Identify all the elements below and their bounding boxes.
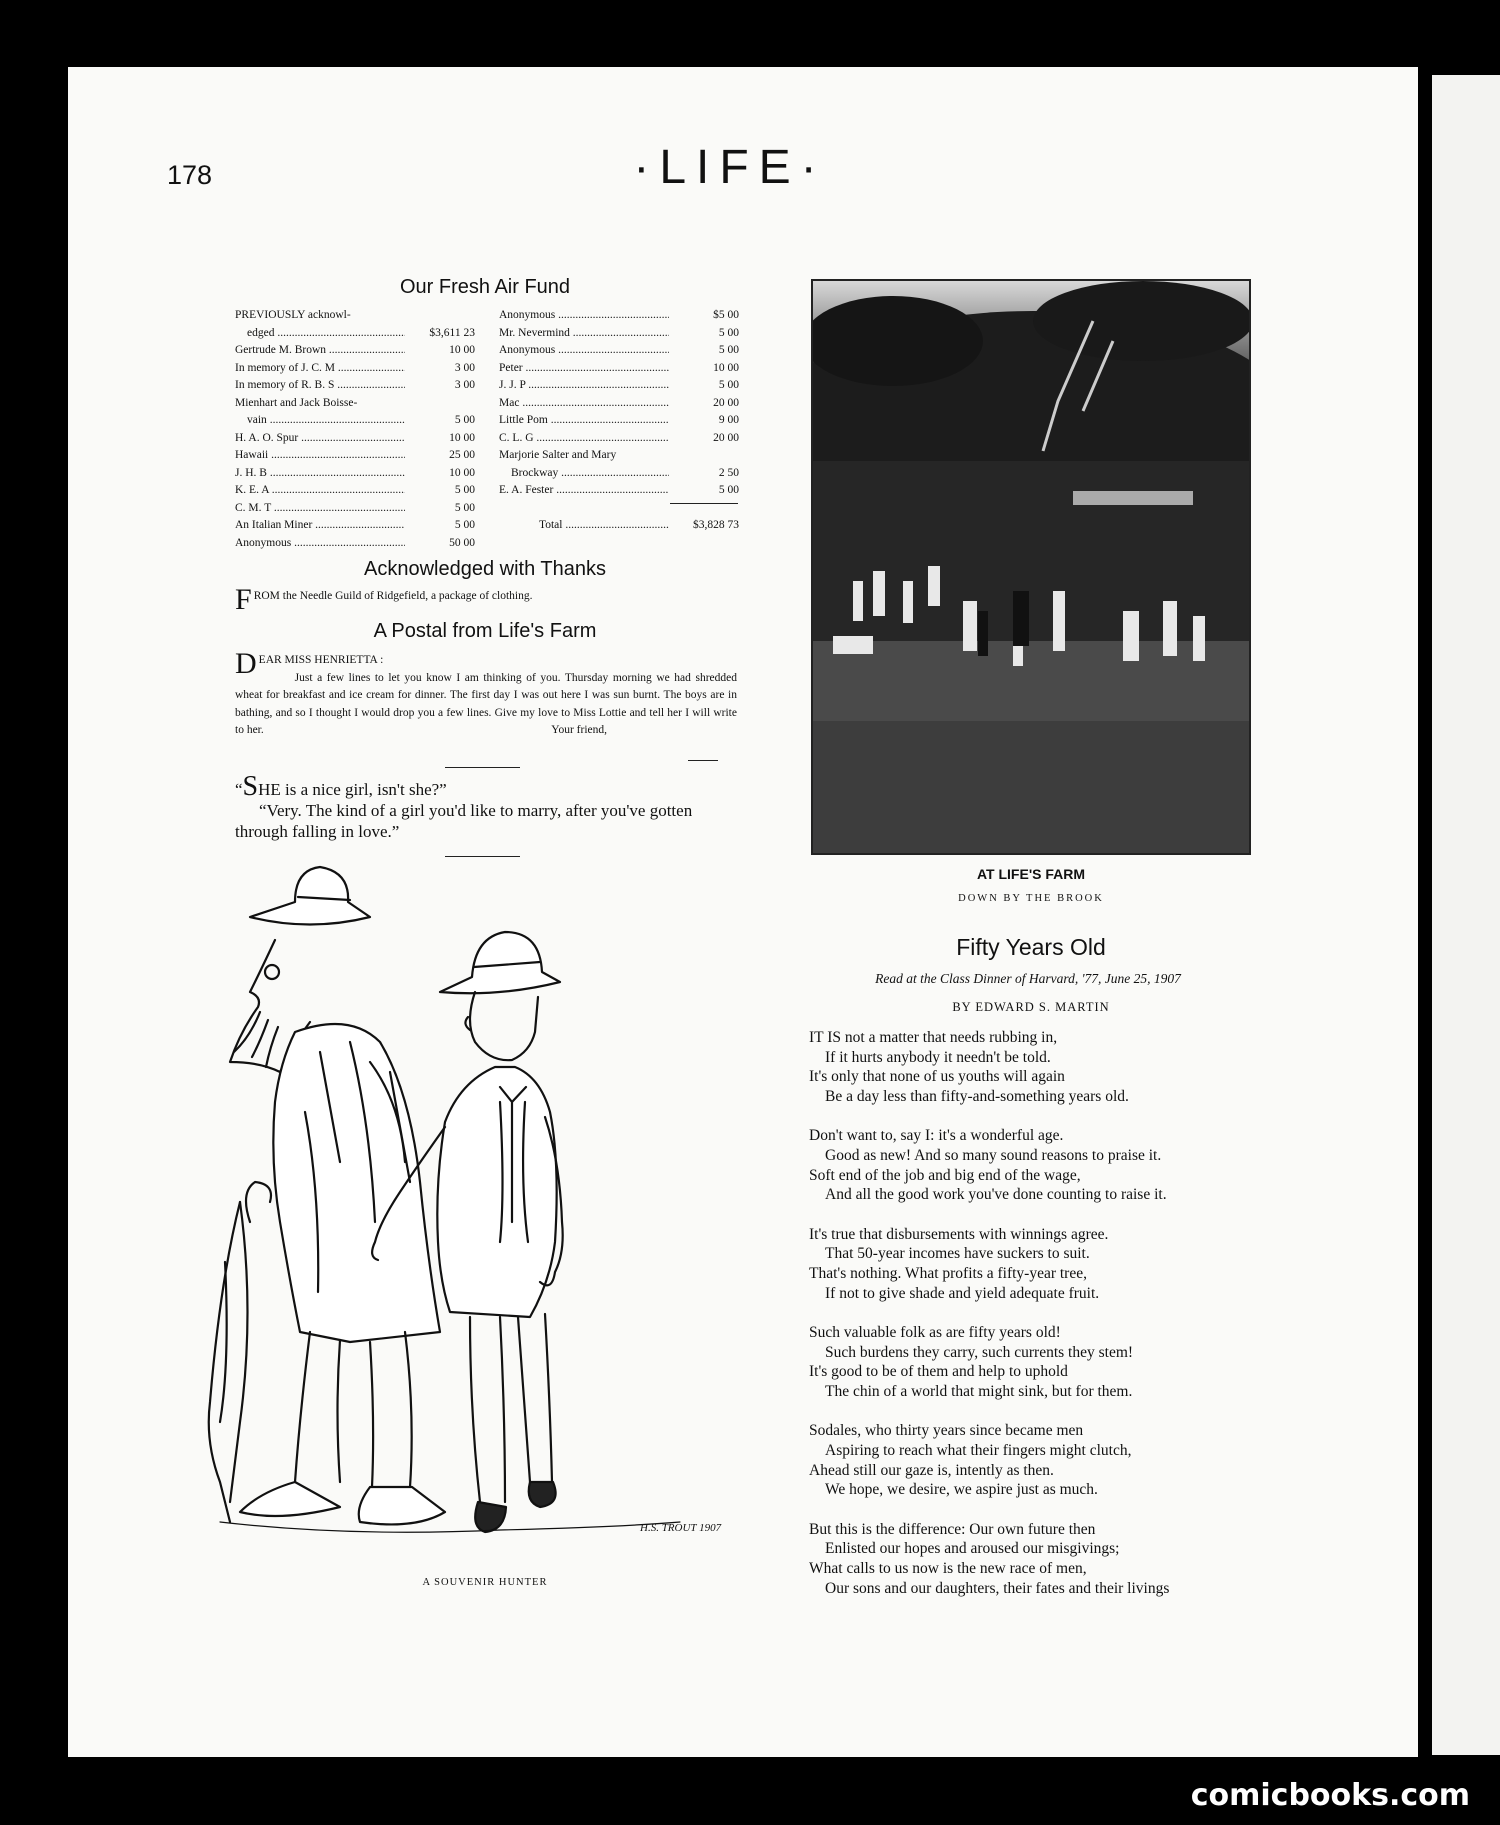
donor-name: Anonymous ..... bbox=[499, 307, 669, 325]
ledger-row bbox=[499, 430, 739, 448]
donor-name: C. M. T ..... bbox=[235, 500, 405, 518]
donor-name: In memory of R. B. S ..... bbox=[235, 377, 405, 395]
acknowledged-title: Acknowledged with Thanks bbox=[364, 558, 606, 580]
donor-name: PREVIOUSLY acknowl- bbox=[235, 309, 351, 321]
total-rule bbox=[670, 503, 738, 504]
ledger-row bbox=[235, 517, 475, 535]
acknowledged-dropcap: F bbox=[235, 583, 252, 616]
ledger-row bbox=[235, 377, 475, 395]
donor-name: Mac ..... bbox=[499, 395, 669, 413]
ledger-row bbox=[235, 395, 475, 413]
donor-name: Anonymous ..... bbox=[235, 535, 405, 553]
poem-title: Fifty Years Old bbox=[956, 934, 1106, 960]
poem-line: Don't want to, say I: it's a wonderful age. bbox=[809, 1127, 1064, 1145]
poem-line: But this is the difference: Our own future then bbox=[809, 1520, 1096, 1538]
poem-line: If it hurts anybody it needn't be told. bbox=[825, 1048, 1051, 1066]
poem-line: Such burdens they carry, such currents they stem! bbox=[825, 1343, 1134, 1361]
ledger-row bbox=[499, 482, 739, 500]
donor-name: Marjorie Salter and Mary bbox=[499, 449, 617, 461]
masthead: ·LIFE· bbox=[633, 141, 827, 194]
ledger-row bbox=[235, 360, 475, 378]
donor-name: vain ..... bbox=[235, 412, 405, 430]
donation-amount: 10 00 bbox=[449, 344, 475, 356]
fund-total-amount: $3,828 73 bbox=[693, 519, 739, 531]
donation-amount: $5 00 bbox=[713, 309, 739, 321]
donation-amount: 10 00 bbox=[713, 361, 739, 374]
donor-name: Anonymous ..... bbox=[499, 342, 669, 360]
donation-amount: 5 00 bbox=[718, 484, 739, 496]
facing-page-edge bbox=[1432, 75, 1500, 1755]
joke-open-quote: “ bbox=[235, 780, 243, 799]
photo-caption: AT LIFE'S FARM bbox=[976, 866, 1086, 882]
donation-amount: 3 00 bbox=[454, 379, 475, 391]
ledger-row bbox=[499, 360, 739, 378]
ledger-row bbox=[235, 342, 475, 360]
donor-name: Hawaii ..... bbox=[235, 447, 405, 465]
ledger-row bbox=[235, 482, 475, 500]
site-watermark: comicbooks.com bbox=[1190, 1778, 1470, 1813]
poem-stanza bbox=[809, 1225, 1279, 1304]
poem-line: Our sons and our daughters, their fates and their livings bbox=[825, 1579, 1170, 1597]
poem-stanza bbox=[809, 1323, 1279, 1402]
donation-amount bbox=[405, 307, 475, 325]
donation-amount: 5 00 bbox=[454, 484, 475, 496]
joke-line-1: HE is a nice girl, isn't she?” bbox=[258, 780, 447, 799]
poem-line: It's good to be of them and help to uphold bbox=[809, 1363, 1068, 1381]
postal-signoff: Your friend, bbox=[551, 724, 607, 736]
ledger-row bbox=[235, 325, 475, 343]
ledger-row bbox=[499, 342, 739, 360]
acknowledged-body: ROM the Needle Guild of Ridgefield, a package of clothing. bbox=[253, 590, 533, 602]
divider-rule bbox=[445, 767, 520, 768]
poem-line: And all the good work you've done counting to raise it. bbox=[825, 1186, 1167, 1204]
fresh-air-fund-title: Our Fresh Air Fund bbox=[399, 276, 571, 298]
ledger-row bbox=[499, 307, 739, 325]
ledger-row bbox=[499, 377, 739, 395]
donation-amount: 20 00 bbox=[713, 431, 739, 444]
photo-subcaption: DOWN BY THE BROOK bbox=[958, 893, 1104, 904]
donor-name: edged ..... bbox=[235, 325, 405, 343]
ledger-row bbox=[499, 412, 739, 430]
joke-line-2: “Very. The kind of a girl you'd like to marry, after you've gotten through falling in love.” bbox=[235, 801, 693, 841]
ledger-row bbox=[499, 447, 739, 465]
poem-line: If not to give shade and yield adequate fruit. bbox=[825, 1284, 1100, 1302]
ledger-row bbox=[235, 535, 475, 553]
donor-name: Mr. Nevermind ..... bbox=[499, 325, 669, 343]
donor-name: Peter ..... bbox=[499, 360, 669, 378]
fund-total-label: Total ..... bbox=[499, 517, 669, 535]
postal-letter bbox=[235, 647, 737, 740]
poem-line: What calls to us now is the new race of men, bbox=[809, 1559, 1087, 1577]
donation-amount: 3 00 bbox=[454, 361, 475, 374]
poem-stanza bbox=[809, 1421, 1279, 1500]
ledger-row bbox=[499, 465, 739, 483]
poem-line: That 50-year incomes have suckers to suit. bbox=[825, 1245, 1090, 1263]
joke-dropcap: S bbox=[242, 771, 259, 802]
ledger-row bbox=[235, 307, 475, 325]
ledger-row bbox=[235, 465, 475, 483]
donation-amount: 5 00 bbox=[718, 379, 739, 391]
donation-amount: 5 00 bbox=[454, 414, 475, 426]
poem-line: It's only that none of us youths will again bbox=[809, 1068, 1065, 1086]
fund-ledger-left bbox=[235, 307, 475, 552]
donor-name: Mienhart and Jack Boisse- bbox=[235, 396, 358, 409]
donation-amount: 5 00 bbox=[454, 519, 475, 531]
poem-line: That's nothing. What profits a fifty-year tree, bbox=[809, 1265, 1087, 1283]
donation-amount: 5 00 bbox=[718, 344, 739, 356]
joke-rule bbox=[445, 856, 520, 857]
page-number: 178 bbox=[167, 160, 213, 190]
signature-rule bbox=[688, 760, 718, 761]
poem-stanza bbox=[809, 1520, 1279, 1599]
poem-line: Good as new! And so many sound reasons to praise it. bbox=[825, 1147, 1162, 1165]
donor-name: C. L. G ..... bbox=[499, 430, 669, 448]
fund-ledger-right bbox=[499, 307, 739, 500]
donation-amount: 25 00 bbox=[449, 449, 475, 461]
postal-body: Just a few lines to let you know I am thinking of you. Thursday morning we had shredded wheat for breakfast and ice cream for dinner. The first day I was out here I was sun burnt. The boys are in bathing, and so I thought I would drop you a few lines. Give my love to Miss Lottie and tell her I will write to her. bbox=[235, 671, 737, 736]
cartoon-signature: H.S. TROUT 1907 bbox=[640, 1522, 722, 1534]
ledger-row bbox=[499, 325, 739, 343]
poem-stanza bbox=[809, 1126, 1279, 1205]
donation-amount bbox=[669, 447, 739, 465]
donor-name: Gertrude M. Brown ..... bbox=[235, 342, 405, 360]
donor-name: K. E. A ..... bbox=[235, 482, 405, 500]
donor-name: E. A. Fester ..... bbox=[499, 482, 669, 500]
acknowledged-text bbox=[235, 583, 735, 616]
postal-dropcap: D bbox=[235, 647, 257, 680]
joke bbox=[235, 771, 737, 842]
donation-amount: 10 00 bbox=[449, 431, 475, 444]
ledger-row bbox=[235, 500, 475, 518]
poem-line: IT IS not a matter that needs rubbing in, bbox=[809, 1029, 1058, 1046]
donation-amount: 50 00 bbox=[449, 536, 475, 549]
fund-total bbox=[499, 517, 739, 535]
poem-line: Such valuable folk as are fifty years old! bbox=[809, 1323, 1061, 1341]
poem-body bbox=[809, 1028, 1279, 1618]
poem-line: The chin of a world that might sink, but for them. bbox=[825, 1383, 1133, 1401]
donor-name: J. H. B ..... bbox=[235, 465, 405, 483]
donation-amount: $3,611 23 bbox=[429, 326, 475, 339]
donor-name: Little Pom ..... bbox=[499, 412, 669, 430]
donation-amount: 10 00 bbox=[449, 466, 475, 479]
ledger-row bbox=[235, 430, 475, 448]
poem-line: It's true that disbursements with winnings agree. bbox=[809, 1225, 1109, 1243]
cartoon-caption: A SOUVENIR HUNTER bbox=[422, 1577, 548, 1588]
poem-line: Enlisted our hopes and aroused our misgivings; bbox=[825, 1540, 1120, 1558]
ledger-row bbox=[499, 395, 739, 413]
donation-amount: 20 00 bbox=[713, 396, 739, 409]
farm-photograph bbox=[811, 279, 1251, 855]
poem-stanza bbox=[809, 1028, 1279, 1107]
poem-byline: BY EDWARD S. MARTIN bbox=[952, 1000, 1110, 1014]
donation-amount bbox=[405, 395, 475, 413]
poem-subtitle: Read at the Class Dinner of Harvard, '77, June 25, 1907 bbox=[875, 971, 1181, 986]
donation-amount: 5 00 bbox=[454, 501, 475, 514]
poem-line: Aspiring to reach what their fingers might clutch, bbox=[825, 1441, 1132, 1459]
donor-name: Brockway ..... bbox=[499, 465, 669, 483]
poem-line: Soft end of the job and big end of the wage, bbox=[809, 1166, 1081, 1184]
donor-name: An Italian Miner ..... bbox=[235, 517, 405, 535]
postal-salutation: EAR MISS HENRIETTA : bbox=[258, 654, 384, 666]
donation-amount: 9 00 bbox=[718, 414, 739, 426]
poem-line: Ahead still our gaze is, intently as then. bbox=[809, 1461, 1054, 1479]
donation-amount: 5 00 bbox=[718, 326, 739, 339]
ledger-row bbox=[235, 412, 475, 430]
poem-line: Sodales, who thirty years since became men bbox=[809, 1422, 1084, 1440]
ledger-row bbox=[235, 447, 475, 465]
poem-line: Be a day less than fifty-and-something years old. bbox=[825, 1088, 1129, 1106]
poem-line: We hope, we desire, we aspire just as much. bbox=[825, 1481, 1098, 1499]
postal-title: A Postal from Life's Farm bbox=[373, 620, 597, 642]
donation-amount: 2 50 bbox=[718, 466, 739, 479]
donor-name: H. A. O. Spur ..... bbox=[235, 430, 405, 448]
donor-name: J. J. P ..... bbox=[499, 377, 669, 395]
cartoon-illustration bbox=[200, 862, 760, 1592]
donor-name: In memory of J. C. M ..... bbox=[235, 360, 405, 378]
